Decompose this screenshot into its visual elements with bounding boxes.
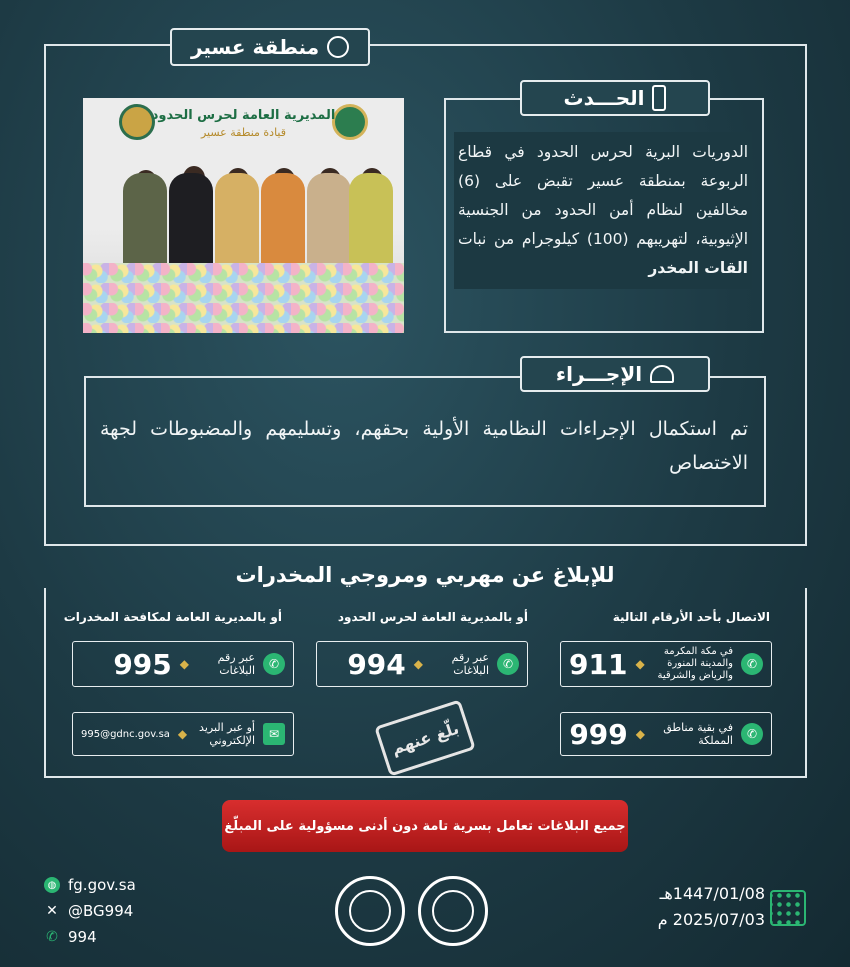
phone-text: 994: [68, 928, 97, 946]
action-body: تم استكمال الإجراءات النظامية الأولية بحقهم، وتسليمهم والمضبوطات لجهة الاختصاص: [100, 418, 748, 474]
date-hijri: 1447/01/08هـ: [659, 884, 765, 903]
col2-heading: أو بالمديرية العامة لحرس الحدود: [337, 610, 528, 624]
hotline-999-number: 999: [569, 717, 628, 751]
double-chevron-icon: ◆: [413, 657, 423, 671]
region-tag: [170, 28, 370, 66]
region-tag-label: منطقة عسير: [190, 35, 320, 59]
hotline-911-box[interactable]: [560, 641, 772, 687]
phone-icon: ✆: [46, 929, 58, 945]
photo-header: المديرية العامة لحرس الحدود: [151, 108, 336, 123]
report-stamp: بلّغ عنهم: [374, 699, 476, 776]
person-figure: [261, 173, 305, 273]
col3-heading: أو بالمديرية العامة لمكافحة المخدرات: [63, 610, 282, 624]
hotline-999-box[interactable]: [560, 712, 772, 756]
phone-icon: [652, 85, 666, 111]
phone-icon: ✆: [741, 723, 763, 745]
globe-icon: ◍: [44, 877, 60, 893]
phone-icon: ✆: [741, 653, 763, 675]
seized-bags: [83, 263, 404, 333]
saudi-emblem: [418, 876, 488, 946]
phone-icon: ✆: [263, 653, 285, 675]
person-figure: [307, 173, 351, 273]
emblem-core: [432, 890, 474, 932]
hotline-911-label: في مكة المكرمة والمدينة المنورة والرياض والشرقية: [657, 646, 733, 681]
news-photo: [83, 98, 404, 333]
action-title: الإجـــراء: [555, 362, 643, 386]
hotline-995-box[interactable]: [72, 641, 294, 687]
footer-website[interactable]: [44, 876, 136, 894]
hotline-994-label: عبر رقم البلاغات: [451, 651, 489, 677]
double-chevron-icon: ◆: [635, 727, 645, 741]
photo-subheader: قيادة منطقة عسير: [200, 126, 287, 139]
action-tag: [520, 356, 710, 392]
map-search-icon: [327, 36, 349, 58]
emblem-core: [349, 890, 391, 932]
date-gregorian: 2025/07/03 م: [657, 910, 765, 929]
x-icon: ✕: [46, 903, 58, 919]
double-chevron-icon: ◆: [635, 657, 645, 671]
twitter-text: @BG994: [68, 902, 134, 920]
email-address[interactable]: 995@gdnc.gov.sa: [81, 728, 170, 740]
hotline-994-number: 994: [347, 647, 406, 681]
person-figure: [169, 173, 213, 273]
hotline-995-label: عبر رقم البلاغات: [217, 651, 255, 677]
event-title: الحـــدث: [563, 86, 645, 110]
person-figure: [349, 173, 393, 273]
event-body-text: الدوريات البرية لحرس الحدود في قطاع الربوعة بمنطقة عسير تقبض على (6) مخالفين لنظام أمن الحدود من الجنسية الإثيوبية، لتهريبهم (100) كيلوجرام من نبات: [458, 143, 748, 248]
hotline-911-number: 911: [569, 647, 628, 681]
double-chevron-icon: ◆: [179, 657, 189, 671]
envelope-icon: ✉: [263, 723, 285, 745]
footer-twitter[interactable]: [44, 902, 133, 920]
hotline-999-label: في بقية مناطق المملكة: [663, 721, 733, 747]
report-title: للإبلاغ عن مهربي ومروجي المخدرات: [235, 563, 615, 587]
border-guard-emblem: [335, 876, 405, 946]
event-body-bold: القات المخدر: [648, 259, 748, 277]
email-label: أو عبر البريد الإلكتروني: [199, 721, 255, 747]
phone-icon: ✆: [497, 653, 519, 675]
siren-icon: [650, 365, 674, 383]
email-box[interactable]: [72, 712, 294, 756]
event-body: [454, 132, 752, 289]
calendar-icon: [770, 890, 806, 926]
event-tag: [520, 80, 710, 116]
hotline-995-number: 995: [113, 647, 172, 681]
confidentiality-alert: جميع البلاغات تعامل بسرية تامة دون أدنى مسؤولية على المبلّغ: [222, 800, 628, 852]
person-figure: [123, 173, 167, 273]
person-figure: [215, 173, 259, 273]
double-chevron-icon: ◆: [177, 727, 188, 741]
footer-phone[interactable]: [44, 928, 97, 946]
hotline-994-box[interactable]: [316, 641, 528, 687]
website-text: fg.gov.sa: [68, 876, 136, 894]
col1-heading: الاتصال بأحد الأرقام التالية: [612, 610, 770, 624]
